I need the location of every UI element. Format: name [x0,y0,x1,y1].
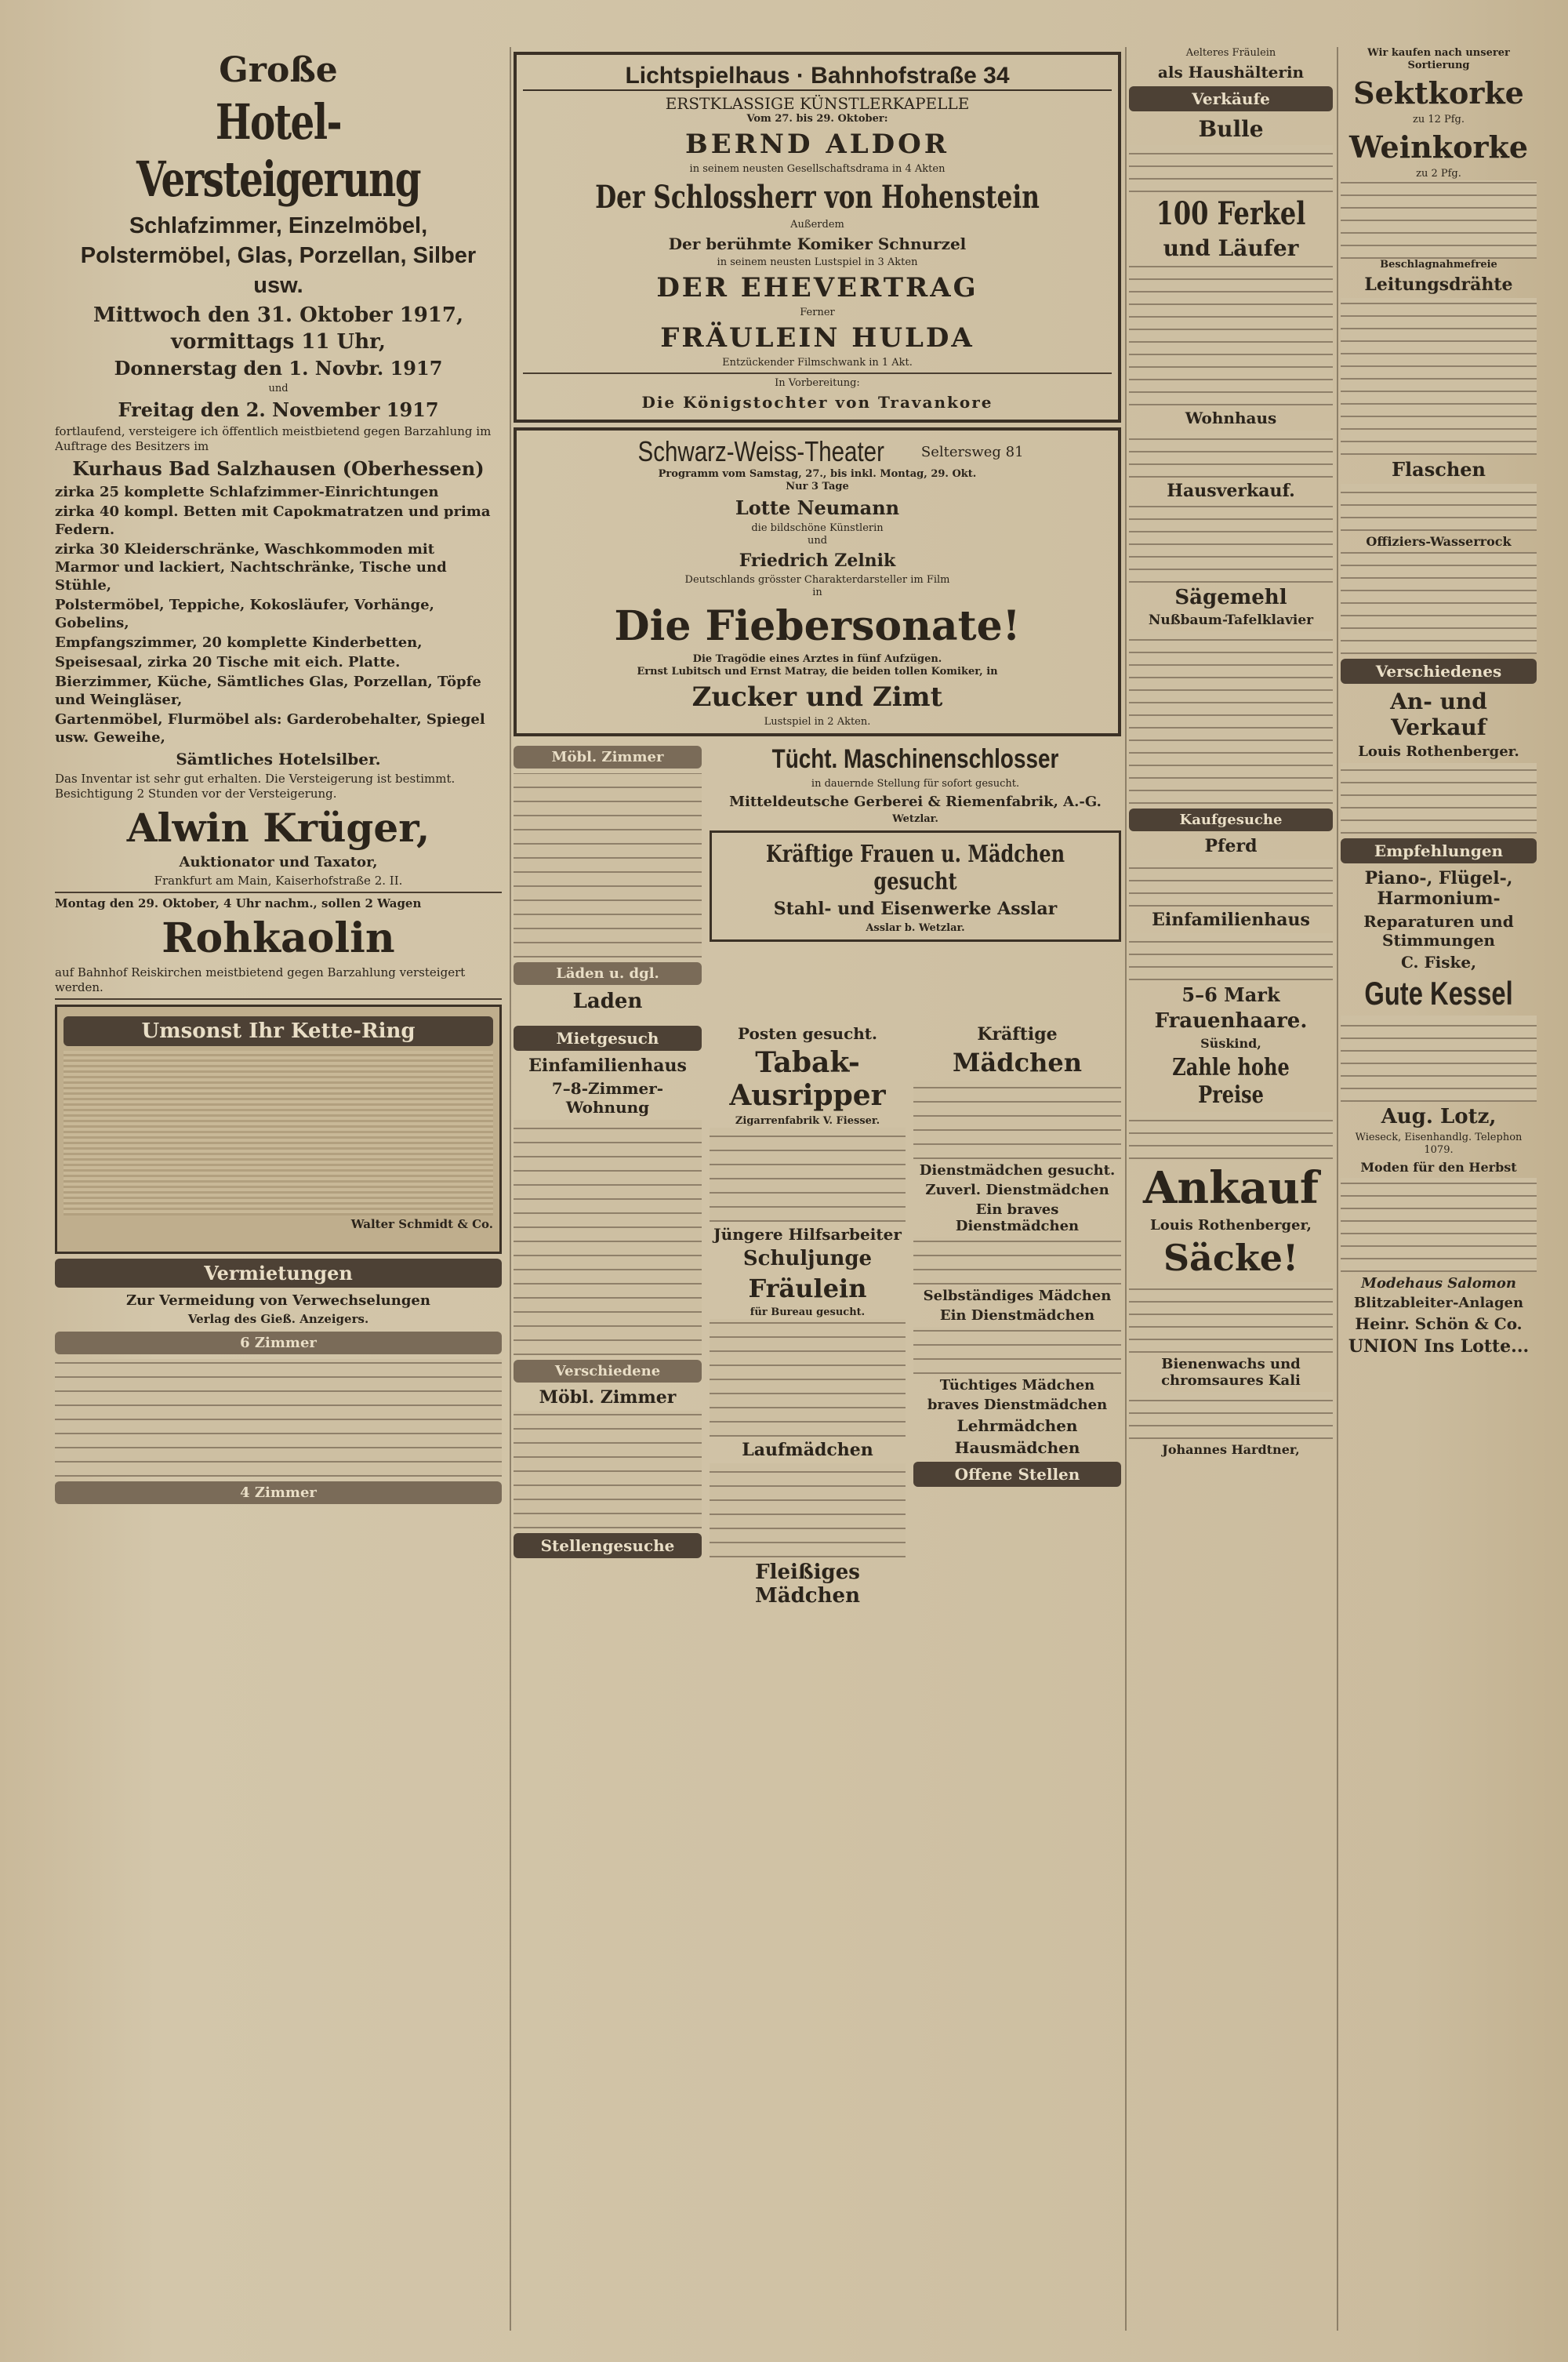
small-ads-text [514,1411,702,1528]
maedchen-title: Mädchen [953,1048,1082,1077]
weinkorke-price: zu 2 Pfg. [1416,168,1461,180]
kraeftige-title: Kräftige [977,1024,1058,1045]
sw-program: Programm vom Samstag, 27., bis inkl. Montag, 29. Okt. [658,468,977,480]
small-ads-text [913,1237,1121,1285]
small-ads-text [1129,859,1333,907]
kino-vorbereitung: In Vorbereitung: [775,377,860,389]
divider [523,372,1112,374]
mietges-house: Einfamilienhaus [528,1056,687,1076]
masch-column [710,741,1121,1016]
ring-ad-title: Umsonst Ihr Kette-Ring [64,1016,493,1046]
sw-film-2-sub: Lustspiel in 2 Akten. [764,716,871,728]
section-6-zimmer: 6 Zimmer [55,1332,502,1354]
moebl-column [514,741,702,1016]
wohnhaus-title: Wohnhaus [1185,409,1277,427]
piano-title: Piano-, Flügel-, Harmonium- [1364,868,1513,909]
laden-title: Laden [572,990,643,1013]
verm-notice: Zur Vermeidung von Verwechselungen [126,1292,430,1309]
haushaelterin-title: als Haushälterin [1157,63,1305,82]
haus-intro: Aelteres Fräulein [1185,47,1276,59]
lehrm-title: Lehrmädchen [956,1416,1078,1435]
suekind-name: Süskind, [1200,1036,1261,1051]
small-ads-text [1129,1282,1333,1353]
auction-note: Das Inventar ist sehr gut erhalten. Die Versteigerung ist bestimmt. Besichtigung 2 Stunden vor der Versteigerung. [55,772,456,801]
kino-film-3-sub: Entzückender Filmschwank in 1 Akt. [722,357,913,369]
sw-title: Schwarz-Weiss-Theater [637,435,885,467]
small-ads-text [1129,145,1333,192]
column-sales [1129,47,1333,2331]
zahle-title: Zahle hohe Preise [1172,1054,1290,1109]
schuljunge-title: Schuljunge [742,1247,873,1270]
ring-ad-image [64,1051,493,1216]
small-ads-text [514,1120,702,1355]
frauen-company: Stahl- und Eisenwerke Asslar [773,899,1058,919]
small-ads-text [514,773,702,958]
rothenberger-2-name: Louis Rothenberger. [1358,743,1519,760]
saegemehl-title: Sägemehl [1174,586,1287,609]
dienst-title: Dienstmädchen gesucht. [919,1162,1116,1179]
verm-publisher: Verlag des Gieß. Anzeigers. [187,1312,369,1326]
column-rule [1337,47,1338,2331]
divider [55,998,502,1000]
tabak-company: Zigarrenfabrik V. Fiesser. [735,1115,880,1127]
small-ads-text [1341,1016,1537,1102]
masch-title: Tücht. Maschinenschlosser [771,744,1059,774]
auction-date-2: Donnerstag den 1. Novbr. 1917 [114,357,443,380]
klavier-title: Nußbaum-Tafelklavier [1148,612,1314,628]
sw-comedians: Ernst Lubitsch und Ernst Matray, die beiden tollen Komiker, in [637,666,998,678]
tuechtig-title: Tüchtiges Mädchen [939,1377,1095,1394]
section-offene-stellen: Offene Stellen [913,1462,1121,1487]
brav-title: Ein braves Dienstmädchen [955,1201,1080,1234]
section-verkaeufe: Verkäufe [1129,86,1333,111]
ring-ad-signature: Walter Schmidt & Co. [350,1217,493,1231]
auctioneer-address: Frankfurt am Main, Kaiserhofstraße 2. II. [154,874,403,888]
auctioneer-name: Alwin Krüger, [126,805,430,851]
kino-film-3: FRÄULEIN HULDA [660,322,975,354]
small-ads-text [1341,763,1537,834]
small-ads-text [1341,180,1537,259]
section-empfehlungen: Empfehlungen [1341,838,1537,863]
kino-star: BERND ALDOR [685,129,949,160]
column-rule [1125,47,1127,2331]
small-ads-text [1129,933,1333,980]
braves-title: braves Dienstmädchen [927,1397,1108,1413]
auction-items: Schlafzimmer, Einzelmöbel, Polstermöbel, Glas, Porzellan, Silber usw. [80,213,477,298]
lower-right [913,1021,1121,1611]
masch-sub: in dauernde Stellung für sofort gesucht. [811,778,1020,790]
frauen-ad [710,830,1121,942]
schoen-name: Heinr. Schön & Co. [1355,1314,1523,1333]
salomon-logo: Modehaus Salomon [1361,1275,1516,1292]
auction-date-3: Freitag den 2. November 1917 [118,398,439,421]
kino-upcoming: Die Königstochter von Travankore [641,393,993,412]
auctioneer-title: Auktionator und Taxator, [179,854,378,870]
reparaturen-title: Reparaturen und Stimmungen [1363,912,1514,950]
sw-star-2: Friedrich Zelnik [739,551,896,571]
small-ads-text [1129,431,1333,478]
auction-date-1: Mittwoch den 31. Oktober 1917, [93,303,464,327]
hausverkauf-title: Hausverkauf. [1167,481,1295,501]
sw-film-sub: Die Tragödie eines Arztes in fünf Aufzügen. [692,653,942,665]
zuverl-title: Zuverl. Dienstmädchen [925,1182,1109,1198]
schwarz-weiss-ad [514,427,1121,736]
fleissiges-title: Fleißiges Mädchen [755,1561,860,1608]
section-vermietungen: Vermietungen [55,1259,502,1288]
rothenberger-name: Louis Rothenberger, [1150,1217,1312,1234]
section-stellengesuche: Stellengesuche [514,1533,702,1558]
pferd-title: Pferd [1204,836,1258,856]
auction-place: Kurhaus Bad Salzhausen (Oberhessen) [72,457,485,480]
ring-ad [55,1005,502,1254]
fiske-name: C. Fiske, [1400,953,1477,972]
row-lower [514,1021,1121,1611]
laufmaedchen-title: Laufmädchen [742,1440,873,1460]
small-ads-text [1341,552,1537,654]
sw-star-2-sub: Deutschlands grösster Charakterdarsteller im Film [684,574,950,586]
sw-days: Nur 3 Tage [786,481,849,492]
auction-line: Speisesaal, zirka 20 Tische mit eich. Platte. [55,654,401,670]
lotz-address: Wieseck, Eisenhandlg. Telephon 1079. [1355,1132,1523,1156]
kino-date: Vom 27. bis 29. Oktober: [746,113,888,125]
lotz-name: Aug. Lotz, [1381,1105,1497,1128]
tabak-title: Tabak-Ausripper [729,1046,886,1112]
union-title: UNION Ins Lotte... [1348,1336,1530,1357]
lower-mid [710,1021,906,1611]
frauen-town: Asslar b. Wetzlar. [866,922,965,934]
posten-title: Posten gesucht. [738,1024,877,1043]
kino-subtitle: ERSTKLASSIGE KÜNSTLERKAPELLE [665,94,970,113]
selbst-title: Selbständiges Mädchen [923,1288,1112,1304]
bienenwachs-title: Bienenwachs und chromsaures Kali [1161,1356,1301,1389]
auction-title: Hotel-Versteigerung [136,93,420,208]
sw-in: in [812,587,822,598]
an-verkauf-title: An- und Verkauf [1390,689,1487,740]
auction-line: Empfangszimmer, 20 komplette Kinderbetten, [55,634,423,651]
kork-intro: Wir kaufen nach unserer Sortierung [1367,47,1510,71]
blitz-title: Blitzableiter-Anlagen [1353,1295,1524,1311]
section-kaufgesuche: Kaufgesuche [1129,809,1333,831]
hardtner-name: Johannes Hardtner, [1162,1442,1300,1457]
mietges-flat: 7–8-Zimmer-Wohnung [551,1079,664,1117]
section-laeden: Läden u. dgl. [514,962,702,985]
column-hotel-auction [55,47,502,2331]
section-mietgesuch: Mietgesuch [514,1026,702,1051]
saecke-title: Säcke! [1163,1237,1299,1279]
ankauf-title: Ankauf [1142,1162,1319,1214]
offiziers-title: Offiziers-Wasserrock [1366,534,1512,549]
sw-star-sub: die bildschöne Künstlerin [751,522,884,534]
column-cinema-jobs [514,47,1121,2331]
flaschen-title: Flaschen [1392,458,1486,481]
auction-line: Polstermöbel, Teppiche, Kokosläufer, Vorhänge, Gobelins, [55,597,434,631]
small-ads-text [1341,484,1537,531]
kino-comedian: Der berühmte Komiker Schnurzel [668,234,967,253]
masch-company: Mitteldeutsche Gerberei & Riemenfabrik, A.-G. [729,794,1102,810]
kino-film: Der Schlossherr von Hohenstein [595,179,1040,216]
small-ads-text [55,1359,502,1477]
small-ads-text [1129,1112,1333,1159]
lower-left [514,1021,702,1611]
ferkel-title: 100 Ferkel [1156,195,1306,232]
hilfsarbeiter-title: Jüngere Hilfsarbeiter [713,1225,902,1244]
auction-title-small: Große [219,50,338,90]
fraeulein-sub: für Bureau gesucht. [750,1306,866,1318]
frauenhaare-title: Frauenhaare. [1154,1009,1308,1033]
small-ads-text [1129,504,1333,583]
kino-star-sub: in seinem neusten Gesellschaftsdrama in 4 Akten [689,163,946,175]
auction-line: Sämtliches Hotelsilber. [176,750,381,769]
kino-film-2: DER EHEVERTRAG [656,272,978,303]
divider [55,892,502,893]
auction-und: und [268,383,289,394]
small-ads-text [1341,298,1537,455]
sektkorke-price: zu 12 Pfg. [1412,114,1465,125]
bulle-title: Bulle [1198,116,1264,142]
auction-line: Bierzimmer, Küche, Sämtliches Glas, Porzellan, Töpfe und Weingläser, [55,674,481,708]
column-recommendations [1341,47,1537,2331]
moden-title: Moden für den Herbst [1360,1160,1517,1175]
lichtspielhaus-title: Lichtspielhaus · Bahnhofstraße 34 [523,63,1112,91]
small-ads-text [913,1081,1121,1159]
kino-ferner: Ferner [800,307,835,318]
sektkorke-title: Sektkorke [1353,75,1524,111]
einfamilienhaus-title: Einfamilienhaus [1152,910,1310,930]
hausm-title: Hausmädchen [954,1438,1080,1457]
section-4-zimmer: 4 Zimmer [55,1481,502,1504]
sw-und: und [807,535,828,547]
kaolin-title: Rohkaolin [162,914,395,962]
kino-comedian-sub: in seinem neusten Lustspiel in 3 Akten [717,256,918,268]
sw-address: Seltersweg 81 [920,443,1024,460]
auction-line: zirka 40 kompl. Betten mit Capokmatratzen und prima Federn. [55,503,491,538]
section-verschiedene: Verschiedene [514,1360,702,1383]
small-ads-text [913,1327,1121,1374]
auction-intro: fortlaufend, versteigere ich öffentlich meistbietend gegen Barzahlung im Auftrage des Besitzers im [55,424,492,453]
leitungsdraehte-title: Leitungsdrähte [1364,274,1513,295]
kaolin-text: auf Bahnhof Reiskirchen meistbietend gegen Barzahlung versteigert werden. [55,965,466,994]
section-verschiedenes: Verschiedenes [1341,659,1537,684]
auction-line: zirka 25 komplette Schlafzimmer-Einrichtungen [55,484,439,500]
laeufer-title: und Läufer [1163,235,1299,261]
lichtspielhaus-ad [514,52,1121,423]
kaolin-intro: Montag den 29. Oktober, 4 Uhr nachm., sollen 2 Wagen [55,896,422,910]
small-ads-text [710,1319,906,1437]
small-ads-text [710,1128,906,1222]
ein-dm-title: Ein Dienstmädchen [939,1307,1095,1324]
small-ads-text [710,1463,906,1557]
auction-line: zirka 30 Kleiderschränke, Waschkommoden mit Marmor und lackiert, Nachtschränke, Tische und Stühle, [55,541,447,594]
moebl-zimmer-title: Möbl. Zimmer [539,1387,677,1408]
small-ads-text [1129,264,1333,405]
section-moebl-zimmer: Möbl. Zimmer [514,746,702,769]
sw-star: Lotte Neumann [735,496,900,519]
frauen-title: Kräftige Frauen u. Mädchen gesucht [765,841,1065,896]
beschlag-title: Beschlagnahmefreie [1380,259,1497,271]
fraeulein-title: Fräulein [748,1274,867,1303]
auction-time: vormittags 11 Uhr, [171,330,386,354]
row-moebl-masch [514,741,1121,1016]
sw-header [523,435,1112,468]
small-ads-text [1341,1178,1537,1272]
sw-film: Die Fiebersonate! [614,602,1021,650]
masch-town: Wetzlar. [892,813,938,825]
weinkorke-title: Weinkorke [1348,129,1529,165]
auction-line: Gartenmöbel, Flurmöbel als: Garderobehalter, Spiegel usw. Geweihe, [55,711,485,746]
small-ads-text [1129,631,1333,804]
kino-ausserdem: Außerdem [790,219,844,231]
sw-film-2: Zucker und Zimt [691,681,943,713]
mark-title: 5–6 Mark [1181,983,1280,1006]
column-rule [510,47,511,2331]
kessel-title: Gute Kessel [1364,975,1513,1012]
small-ads-text [1129,1392,1333,1439]
